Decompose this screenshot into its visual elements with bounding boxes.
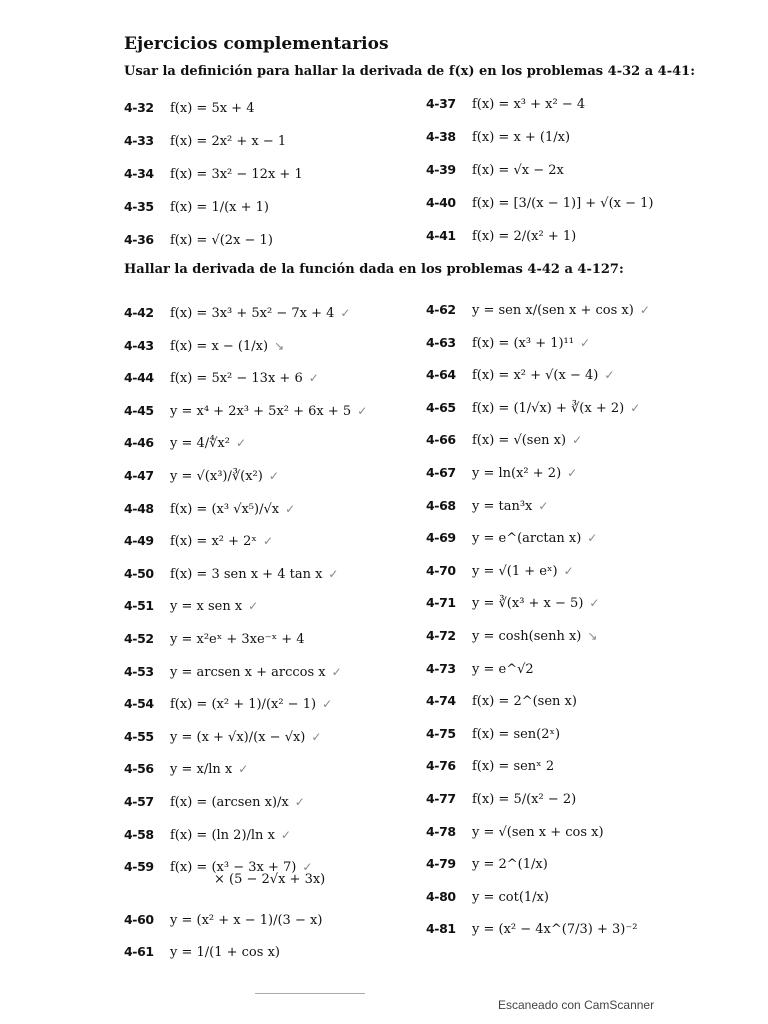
handwritten-check-mark: ✓ (311, 730, 322, 744)
problem-item (124, 794, 305, 810)
problem-number: 4-49 (124, 533, 154, 548)
handwritten-check-mark: ✓ (604, 368, 615, 382)
problem-item (124, 827, 291, 843)
problem-expression: y = (x² + x − 1)/(3 − x) (170, 913, 323, 928)
problem-item (426, 856, 548, 872)
problem-item (426, 465, 577, 481)
problem-expression: f(x) = (arcsen x)/x (170, 795, 289, 810)
problem-item (426, 228, 576, 244)
handwritten-check-mark: ✓ (587, 531, 598, 545)
problem-item (124, 100, 254, 116)
handwritten-check-mark: ↘ (587, 629, 598, 643)
problem-item (426, 367, 614, 383)
handwritten-check-mark: ✓ (322, 697, 333, 711)
problem-number: 4-36 (124, 232, 154, 247)
handwritten-check-mark: ✓ (357, 404, 368, 418)
problem-item (124, 944, 280, 960)
problem-number: 4-76 (426, 758, 456, 773)
handwritten-check-mark: ✓ (268, 469, 279, 483)
problem-expression: y = e^√2 (472, 662, 534, 677)
problem-number: 4-51 (124, 598, 154, 613)
problem-expression: f(x) = 5x + 4 (170, 101, 255, 116)
problem-item (124, 664, 342, 680)
instruction-definition: Usar la definición para hallar la derivada de f(x) en los problemas 4-32 a 4-41: (124, 64, 695, 79)
problem-item (124, 696, 332, 712)
problem-expression: f(x) = x + (1/x) (472, 130, 571, 145)
problem-item (124, 370, 319, 386)
problem-expression: f(x) = x² + 2ˣ (170, 534, 257, 549)
problem-expression: y = √(sen x + cos x) (472, 825, 604, 840)
problem-expression: f(x) = 2^(sen x) (472, 694, 577, 709)
problem-number: 4-69 (426, 530, 456, 545)
problem-number: 4-37 (426, 96, 456, 111)
problem-expression: f(x) = 3x² − 12x + 1 (170, 167, 303, 182)
problem-number: 4-75 (426, 726, 456, 741)
problem-number: 4-60 (124, 912, 154, 927)
problem-number: 4-81 (426, 921, 456, 936)
handwritten-check-mark: ✓ (308, 371, 319, 385)
problem-number: 4-74 (426, 693, 456, 708)
problem-number: 4-61 (124, 944, 154, 959)
problem-expression: y = (x + √x)/(x − √x) (170, 730, 306, 745)
handwritten-check-mark: ✓ (567, 466, 578, 480)
problem-item (124, 533, 273, 549)
problem-expression: f(x) = x² + √(x − 4) (472, 368, 599, 383)
problem-number: 4-35 (124, 199, 154, 214)
problem-expression: y = 4/∜x² (170, 436, 230, 451)
problem-item (124, 912, 322, 928)
problem-expression: y = tan³x (472, 499, 533, 514)
problem-expression: f(x) = 2x² + x − 1 (170, 134, 287, 149)
problem-item (124, 468, 279, 484)
problem-number: 4-43 (124, 338, 154, 353)
problem-number: 4-34 (124, 166, 154, 181)
problem-item (124, 166, 303, 182)
problem-item (426, 758, 554, 774)
problem-expression: y = 1/(1 + cos x) (170, 945, 280, 960)
problem-number: 4-56 (124, 761, 154, 776)
problem-item (124, 598, 258, 614)
handwritten-check-mark: ✓ (280, 828, 291, 842)
page-title: Ejercicios complementarios (124, 34, 389, 54)
problem-number: 4-68 (426, 498, 456, 513)
problem-number: 4-44 (124, 370, 154, 385)
handwritten-check-mark: ↘ (274, 339, 285, 353)
problem-item (124, 631, 305, 647)
problem-number: 4-38 (426, 129, 456, 144)
handwritten-check-mark: ✓ (238, 762, 249, 776)
problem-expression: f(x) = 3x³ + 5x² − 7x + 4 (170, 306, 335, 321)
problem-item (426, 498, 548, 514)
problem-number: 4-58 (124, 827, 154, 842)
problem-expression: f(x) = (1/√x) + ∛(x + 2) (472, 401, 625, 416)
problem-number: 4-66 (426, 432, 456, 447)
problem-expression: f(x) = 1/(x + 1) (170, 200, 269, 215)
problem-item (426, 693, 577, 709)
problem-item (426, 335, 590, 351)
problem-expression: f(x) = x − (1/x) (170, 339, 269, 354)
problem-expression: f(x) = (x² + 1)/(x² − 1) (170, 697, 317, 712)
problem-4-59-continuation: × (5 − 2√x + 3x) (214, 872, 326, 887)
handwritten-check-mark: ✓ (340, 306, 351, 320)
problem-number: 4-53 (124, 664, 154, 679)
problem-number: 4-48 (124, 501, 154, 516)
problem-item (426, 530, 597, 546)
problem-number: 4-79 (426, 856, 456, 871)
problem-expression: y = cot(1/x) (472, 890, 549, 905)
problem-item (124, 761, 248, 777)
handwritten-check-mark: ✓ (630, 401, 641, 415)
problem-expression: y = sen x/(sen x + cos x) (472, 303, 634, 318)
problem-number: 4-65 (426, 400, 456, 415)
problem-number: 4-39 (426, 162, 456, 177)
problem-expression: f(x) = [3/(x − 1)] + √(x − 1) (472, 196, 654, 211)
handwritten-check-mark: ✓ (328, 567, 339, 581)
problem-number: 4-63 (426, 335, 456, 350)
problem-item (124, 305, 350, 321)
problem-expression: y = x⁴ + 2x³ + 5x² + 6x + 5 (170, 404, 352, 419)
handwritten-check-mark: ✓ (589, 596, 600, 610)
handwritten-check-mark: ✓ (294, 795, 305, 809)
problem-number: 4-77 (426, 791, 456, 806)
handwritten-check-mark: ✓ (248, 599, 259, 613)
problem-expression: y = x²eˣ + 3xe⁻ˣ + 4 (170, 632, 305, 647)
handwritten-check-mark: ✓ (639, 303, 650, 317)
problem-expression: y = √(1 + eˣ) (472, 564, 558, 579)
problem-expression: f(x) = x³ + x² − 4 (472, 97, 586, 112)
problem-expression: f(x) = (x³ √x⁵)/√x (170, 502, 280, 517)
problem-number: 4-32 (124, 100, 154, 115)
problem-item (124, 501, 295, 517)
problem-item (426, 432, 582, 448)
problem-item (426, 661, 534, 677)
problem-number: 4-47 (124, 468, 154, 483)
problem-number: 4-55 (124, 729, 154, 744)
problem-number: 4-62 (426, 302, 456, 317)
instruction-derivatives: Hallar la derivada de la función dada en los problemas 4-42 a 4-127: (124, 262, 624, 277)
problem-item (426, 162, 564, 178)
handwritten-check-mark: ✓ (262, 534, 273, 548)
problem-expression: f(x) = √x − 2x (472, 163, 564, 178)
problem-expression: f(x) = 5/(x² − 2) (472, 792, 577, 807)
problem-number: 4-33 (124, 133, 154, 148)
problem-number: 4-80 (426, 889, 456, 904)
problem-item (426, 921, 637, 937)
problem-item (124, 338, 284, 354)
problem-expression: f(x) = (x³ − 3x + 7) (170, 860, 297, 875)
problem-expression: y = (x² − 4x^(7/3) + 3)⁻² (472, 922, 638, 937)
problem-expression: f(x) = 2/(x² + 1) (472, 229, 577, 244)
problem-number: 4-40 (426, 195, 456, 210)
problem-item (426, 824, 604, 840)
problem-expression: y = √(x³)/∛(x²) (170, 469, 263, 484)
problem-number: 4-52 (124, 631, 154, 646)
handwritten-check-mark: ✓ (285, 502, 296, 516)
problem-number: 4-45 (124, 403, 154, 418)
problem-number: 4-72 (426, 628, 456, 643)
problem-item (124, 435, 246, 451)
problem-item (426, 302, 650, 318)
problem-number: 4-70 (426, 563, 456, 578)
problem-number: 4-42 (124, 305, 154, 320)
problem-number: 4-67 (426, 465, 456, 480)
problem-expression: f(x) = (x³ + 1)¹¹ (472, 336, 574, 351)
handwritten-check-mark: ✓ (302, 860, 313, 874)
problem-item (426, 595, 599, 611)
scanner-watermark: Escaneado con CamScanner (498, 998, 655, 1012)
problem-number: 4-50 (124, 566, 154, 581)
problem-item (426, 195, 654, 211)
problem-expression: y = 2^(1/x) (472, 857, 548, 872)
handwritten-check-mark: ✓ (538, 499, 549, 513)
problem-number: 4-64 (426, 367, 456, 382)
handwritten-check-mark: ✓ (572, 433, 583, 447)
problem-number: 4-78 (426, 824, 456, 839)
handwritten-check-mark: ✓ (579, 336, 591, 350)
problem-expression: y = ln(x² + 2) (472, 466, 562, 481)
problem-expression: f(x) = 3 sen x + 4 tan x (170, 567, 323, 582)
problem-item (124, 566, 338, 582)
problem-number: 4-73 (426, 661, 456, 676)
handwritten-check-mark: ✓ (563, 564, 574, 578)
problem-expression: y = ∛(x³ + x − 5) (472, 596, 584, 611)
problem-item (124, 403, 367, 419)
handwritten-check-mark: ✓ (235, 436, 247, 450)
problem-item (426, 96, 585, 112)
problem-item (426, 129, 570, 145)
divider-line (255, 993, 365, 994)
problem-expression: f(x) = 5x² − 13x + 6 (170, 371, 303, 386)
problem-item (426, 563, 574, 579)
problem-item (124, 729, 321, 745)
problem-number: 4-54 (124, 696, 154, 711)
problem-number: 4-71 (426, 595, 456, 610)
problem-expression: y = arcsen x + arccos x (170, 665, 326, 680)
problem-item (426, 726, 560, 742)
problem-expression: y = x/ln x (170, 762, 233, 777)
problem-expression: y = cosh(senh x) (472, 629, 582, 644)
problem-number: 4-57 (124, 794, 154, 809)
problem-expression: y = e^(arctan x) (472, 531, 582, 546)
handwritten-check-mark: ✓ (331, 665, 342, 679)
problem-number: 4-46 (124, 435, 154, 450)
problem-item (426, 889, 549, 905)
problem-expression: f(x) = sen(2ˣ) (472, 727, 561, 742)
problem-item (124, 133, 286, 149)
problem-item (124, 232, 273, 248)
problem-item (426, 791, 576, 807)
problem-item (124, 199, 269, 215)
problem-item (426, 628, 597, 644)
problem-expression: y = x sen x (170, 599, 243, 614)
problem-expression: f(x) = √(sen x) (472, 433, 567, 448)
problem-number: 4-41 (426, 228, 456, 243)
problem-expression: f(x) = senˣ 2 (472, 759, 555, 774)
problem-item (426, 400, 640, 416)
problem-expression: f(x) = √(2x − 1) (170, 233, 273, 248)
problem-number: 4-59 (124, 859, 154, 874)
problem-expression: f(x) = (ln 2)/ln x (170, 828, 275, 843)
